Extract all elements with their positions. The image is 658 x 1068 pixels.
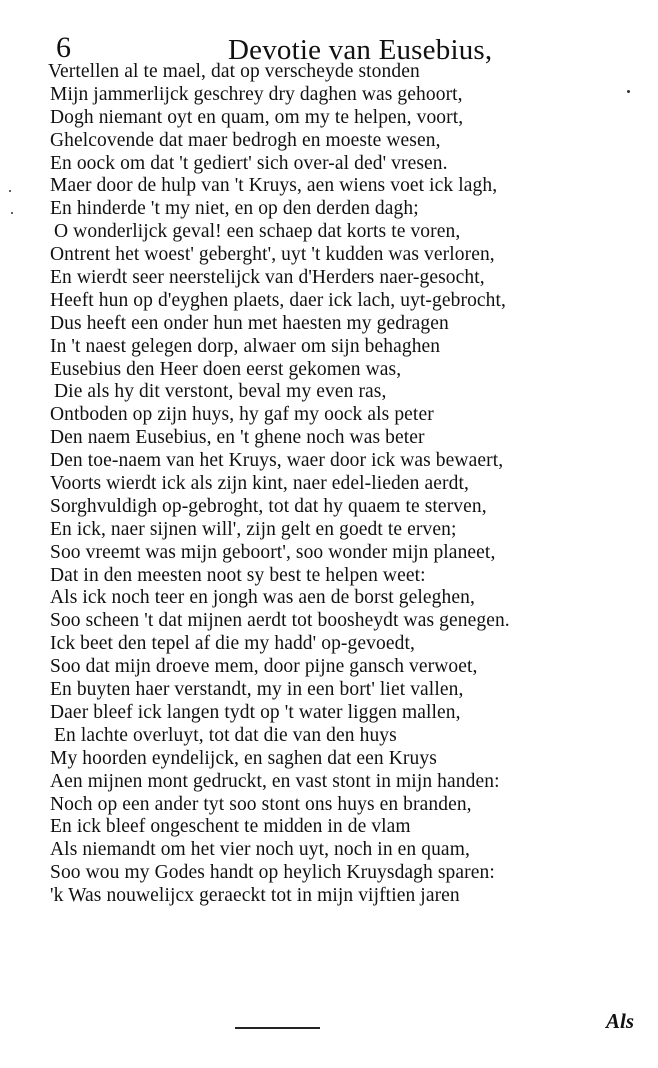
page-number: 6 — [56, 31, 71, 64]
verse-line: Soo vreemt was mijn geboort', soo wonder mijn planeet, — [50, 541, 496, 563]
verse-line: Soo scheen 't dat mijnen aerdt tot boosheydt was genegen. — [50, 610, 510, 632]
ink-speck — [9, 190, 11, 192]
verse-line: Dogh niemant oyt en quam, om my te helpen, voort, — [50, 106, 464, 128]
verse-line: En ick bleef ongeschent te midden in de vlam — [50, 816, 411, 838]
verse-line: Dus heeft een onder hun met haesten my gedragen — [50, 312, 449, 334]
verse-line: Als ick noch teer en jongh was aen de borst geleghen, — [50, 587, 475, 609]
verse-line: Soo wou my Godes handt op heylich Kruysdagh sparen: — [50, 862, 495, 884]
verse-line: Vertellen al te mael, dat op verscheyde stonden — [48, 61, 420, 82]
ink-speck — [11, 212, 13, 214]
verse-line: Ontrent het woest' geberght', uyt 't kudden was verloren, — [50, 244, 495, 266]
verse-line: En lachte overluyt, tot dat die van den huys — [54, 724, 397, 746]
catchword: Als — [606, 1009, 635, 1033]
verse-line: Den naem Eusebius, en 't ghene noch was beter — [50, 427, 425, 449]
verse-line: En buyten haer verstandt, my in een bort' liet vallen, — [50, 679, 464, 701]
verse-line: Noch op een ander tyt soo stont ons huys en branden, — [50, 793, 472, 815]
verse-block — [46, 61, 636, 908]
verse-line: Aen mijnen mont gedruckt, en vast stont in mijn handen: — [50, 770, 500, 792]
verse-line: En ick, naer sijnen will', zijn gelt en goedt te erven; — [50, 518, 457, 540]
verse-line: Heeft hun op d'eyghen plaets, daer ick lach, uyt-gebrocht, — [50, 289, 507, 311]
verse-line: En wierdt seer neerstelijck van d'Herders naer-gesocht, — [50, 267, 485, 289]
verse-line: Ghelcovende dat maer bedrogh en moeste wesen, — [50, 129, 441, 151]
verse-line: Voorts wierdt ick als zijn kint, naer edel-lieden aerdt, — [50, 473, 469, 495]
verse-line: Mijn jammerlijck geschrey dry daghen was gehoort, — [50, 83, 463, 105]
verse-line: Eusebius den Heer doen eerst gekomen was, — [50, 358, 402, 380]
verse-line: En hinderde 't my niet, en op den derden dagh; — [50, 198, 419, 220]
verse-line: Als niemandt om het vier noch uyt, noch in en quam, — [50, 839, 470, 861]
verse-line: O wonderlijck geval! een schaep dat korts te voren, — [54, 221, 461, 243]
verse-line: 'k Was nouwelijcx geraeckt tot in mijn vijftien jaren — [50, 885, 460, 907]
verse-line: My hoorden eyndelijck, en saghen dat een Kruys — [50, 747, 437, 769]
verse-line: Soo dat mijn droeve mem, door pijne gansch verwoet, — [50, 656, 478, 678]
ink-speck — [627, 90, 630, 93]
verse-line: Dat in den meesten noot sy best te helpen weet: — [50, 564, 426, 586]
verse-line: Sorghvuldigh op-gebroght, tot dat hy quaem te sterven, — [50, 495, 487, 517]
footer-rule — [235, 1027, 320, 1029]
verse-line: Den toe-naem van het Kruys, waer door ick was bewaert, — [50, 450, 504, 472]
verse-line: Ick beet den tepel af die my hadd' op-gevoedt, — [50, 633, 415, 655]
verse-line: Ontboden op zijn huys, hy gaf my oock als peter — [50, 404, 434, 426]
verse-line: Maer door de hulp van 't Kruys, aen wiens voet ick lagh, — [50, 175, 498, 197]
verse-line: Daer bleef ick langen tydt op 't water liggen mallen, — [50, 701, 461, 723]
verse-line: In 't naest gelegen dorp, alwaer om sijn behaghen — [50, 335, 441, 357]
verse-line: En oock om dat 't gediert' sich over-al ded' vresen. — [50, 152, 448, 174]
verse-line: Die als hy dit verstont, beval my even ras, — [54, 381, 387, 403]
running-head: Devotie van Eusebius, — [228, 34, 493, 66]
